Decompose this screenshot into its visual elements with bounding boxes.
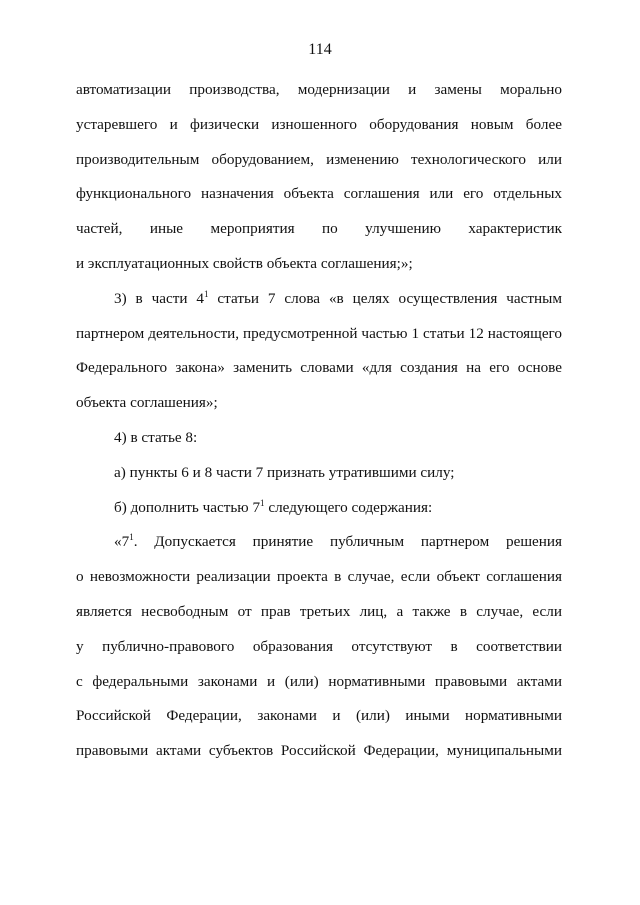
- text-line: Федерального закона» заменить словами «для создания на его основе: [76, 359, 562, 377]
- text-fragment: б) дополнить частью 7: [114, 498, 261, 516]
- text-line: правовыми актами субъектов Российской Федерации, муниципальными: [76, 742, 562, 760]
- text-line: у публично-правового образования отсутствуют в соответствии: [76, 637, 562, 655]
- text-line: партнером деятельности, предусмотренной частью 1 статьи 12 настоящего: [76, 324, 562, 342]
- text-line: о невозможности реализации проекта в случае, если объект соглашения: [76, 568, 562, 586]
- text-line: функционального назначения объекта соглашения или его отдельных: [76, 185, 562, 203]
- superscript-index: 1: [260, 497, 265, 508]
- page-number: 114: [308, 41, 332, 58]
- text-line: [76, 491, 562, 526]
- text-fragment: 3) в части 4: [114, 289, 205, 307]
- text-line: автоматизации производства, модернизации и замены морально: [76, 81, 562, 98]
- text-fragment: . Допускается принятие публичным партнером решения: [133, 533, 562, 551]
- text-fragment: статьи 7 слова «в целях осуществления частным: [208, 289, 562, 307]
- text-line: а) пункты 6 и 8 части 7 признать утратившими силу;: [114, 463, 455, 481]
- text-line: с федеральными законами и (или) нормативными правовыми актами: [76, 672, 562, 690]
- superscript-index: 1: [204, 288, 209, 299]
- text-line: [76, 525, 562, 560]
- document-body: [76, 73, 562, 769]
- text-line: Российской Федерации, законами и (или) иными нормативными: [76, 707, 562, 725]
- text-fragment: «7: [114, 533, 130, 551]
- text-line: частей, иные мероприятия по улучшению характеристик: [76, 220, 562, 238]
- text-line: устаревшего и физически изношенного оборудования новым более: [76, 115, 562, 133]
- text-line: является несвободным от прав третьих лиц, а также в случае, если: [76, 602, 562, 620]
- text-line: и эксплуатационных свойств объекта соглашения;»;: [76, 254, 413, 272]
- text-line: 4) в статье 8:: [114, 428, 198, 446]
- text-fragment: следующего содержания:: [264, 498, 433, 516]
- text-line: объекта соглашения»;: [76, 394, 218, 412]
- text-line: [76, 282, 562, 317]
- superscript-index: 1: [129, 532, 134, 543]
- text-line: производительным оборудованием, изменению технологического или: [76, 150, 562, 168]
